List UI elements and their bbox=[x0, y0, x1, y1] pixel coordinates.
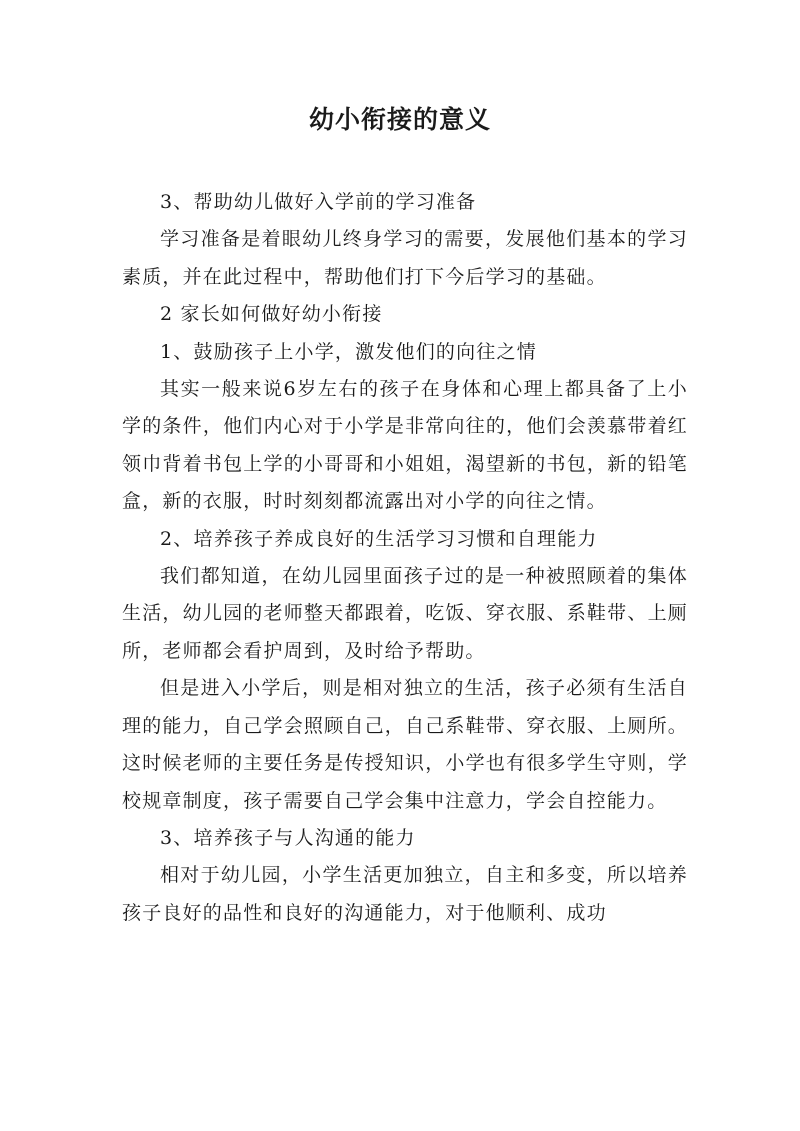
paragraph: 学习准备是着眼幼儿终身学习的需要，发展他们基本的学习素质，并在此过程中，帮助他们打下今后学习的基础。 bbox=[122, 228, 688, 288]
paragraph: 相对于幼儿园，小学生活更加独立，自主和多变，所以培养孩子良好的品性和良好的沟通能力，对于他顺利、成功 bbox=[122, 864, 688, 924]
document-title: 幼小衔接的意义 bbox=[308, 105, 491, 134]
paragraph: 但是进入小学后，则是相对独立的生活，孩子必须有生活自理的能力，自己学会照顾自己，自己系鞋带、穿衣服、上厕所。这时候老师的主要任务是传授知识，小学也有很多学生守则，学校规章制度，孩子需要自己学会集中注意力，学会自控能力。 bbox=[122, 677, 688, 812]
section-heading: 3、培养孩子与人沟通的能力 bbox=[160, 826, 416, 849]
paragraph: 我们都知道，在幼儿园里面孩子过的是一种被照顾着的集体生活，幼儿园的老师整天都跟着，吃饭、穿衣服、系鞋带、上厕所，老师都会看护周到，及时给予帮助。 bbox=[122, 565, 688, 662]
section-heading: 2 家长如何做好幼小衔接 bbox=[160, 303, 383, 326]
section-heading: 2、培养孩子养成良好的生活学习习惯和自理能力 bbox=[160, 527, 598, 550]
section-heading: 3、帮助幼儿做好入学前的学习准备 bbox=[160, 191, 477, 213]
section-heading: 1、鼓励孩子上小学，激发他们的向往之情 bbox=[160, 340, 537, 363]
paragraph: 其实一般来说6岁左右的孩子在身体和心理上都具备了上小学的条件，他们内心对于小学是非常向往的，他们会羡慕带着红领巾背着书包上学的小哥哥和小姐姐，渴望新的书包，新的铅笔盒，新的衣服，时时刻刻都流露出对小学的向往之情。 bbox=[122, 378, 688, 513]
document-body bbox=[122, 184, 688, 932]
